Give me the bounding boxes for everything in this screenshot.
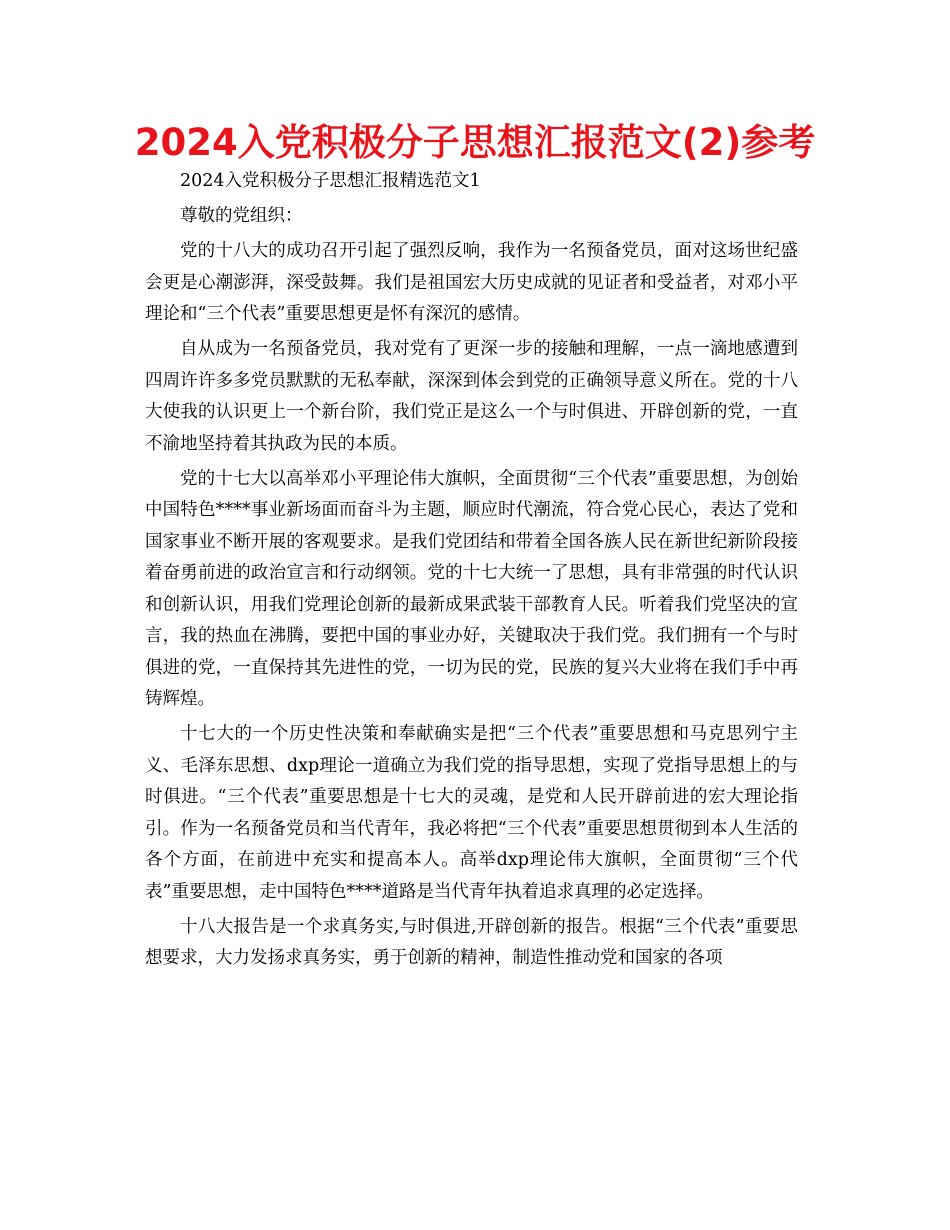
paragraph-2: 自从成为一名预备党员，我对党有了更深一步的接触和理解，一点一滴地感遭到四周许许多多党员默默的无私奉献，深深到体会到党的正确领导意义所在。党的十八大使我的认识更上一个新台阶，我们党正是这么一个与时俱进、开辟创新的党，一直不渝地坚持着其执政为民的本质。: [145, 339, 798, 454]
paragraph-3: 党的十七大以高举邓小平理论伟大旗帜，全面贯彻“三个代表”重要思想，为创始中国特色****事业新场面而奋斗为主题，顺应时代潮流，符合党心民心，表达了党和国家事业不断开展的客观要求。是我们党团结和带着全国各族人民在新世纪新阶段接着奋勇前进的政治宣言和行动纲领。党的十七大统一了思想，具有非常强的时代认识和创新认识，用我们党理论创新的最新成果武装干部教育人民。听着我们党坚决的宣言，我的热血在沸腾，要把中国的事业办好，关键取决于我们党。我们拥有一个与时俱进的党，一直保持其先进性的党，一切为民的党，民族的复兴大业将在我们手中再铸辉煌。: [145, 468, 798, 709]
document-body: [145, 166, 798, 978]
document-subtitle: 2024入党积极分子思想汇报精选范文1: [180, 171, 481, 191]
salutation: 尊敬的党组织：: [180, 206, 303, 226]
paragraph-1: 党的十八大的成功召开引起了强烈反响，我作为一名预备党员，面对这场世纪盛会更是心潮澎湃，深受鼓舞。我们是祖国宏大历史成就的见证者和受益者，对邓小平理论和“三个代表”重要思想更是怀有深沉的感情。: [145, 241, 798, 324]
paragraph-5: 十八大报告是一个求真务实,与时俱进,开辟创新的报告。根据“三个代表”重要思想要求，大力发扬求真务实，勇于创新的精神，制造性推动党和国家的各项: [145, 916, 798, 968]
document-title: 2024入党积极分子思想汇报范文(2)参考: [134, 121, 816, 164]
paragraph-4: 十七大的一个历史性决策和奉献确实是把“三个代表”重要思想和马克思列宁主义、毛泽东思想、dxp理论一道确立为我们党的指导思想，实现了党指导思想上的与时俱进。“三个代表”重要思想是十七大的灵魂，是党和人民开辟前进的宏大理论指引。作为一名预备党员和当代青年，我必将把“三个代表”重要思想贯彻到本人生活的各个方面，在前进中充实和提高本人。高举dxp理论伟大旗帜，全面贯彻“三个代表”重要思想，走中国特色****道路是当代青年执着追求真理的必定选择。: [145, 724, 798, 902]
